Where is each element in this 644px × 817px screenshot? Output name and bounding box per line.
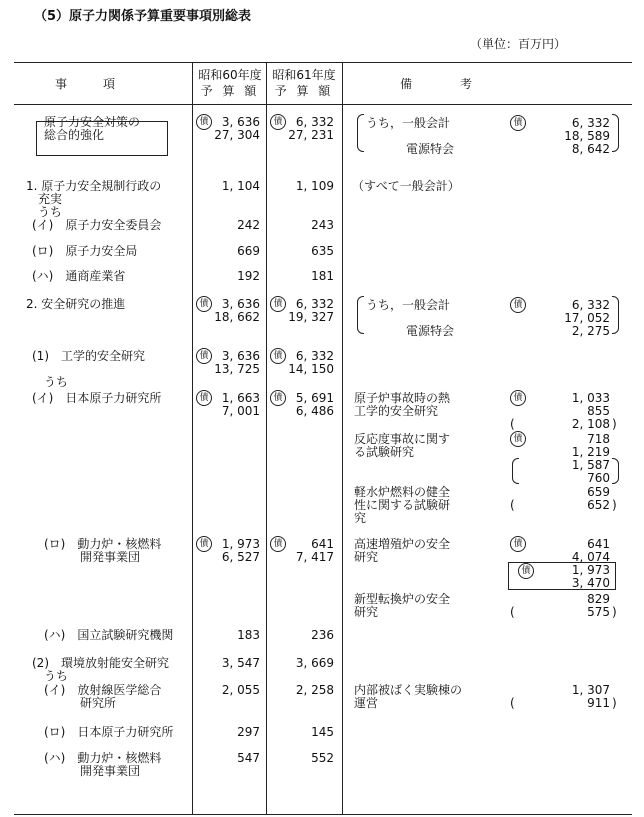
debt-mark-icon: 債 (270, 114, 286, 130)
note9-label-2: 運営 (354, 696, 379, 710)
row-label: 開発事業団 (44, 550, 141, 564)
fy60-value: 1, 663 (221, 391, 260, 405)
note6-label-2: 性に関する試験研 (354, 498, 451, 512)
note1-general-label: うち，一般会計 (366, 116, 451, 130)
paren-close-icon: ) (612, 417, 617, 431)
fy61-value: 6, 332 (295, 349, 334, 363)
fy61-value: 181 (311, 269, 334, 283)
note1-general-value: 18, 589 (564, 129, 610, 143)
paren-open-icon: ( (510, 696, 515, 710)
note3-power-value: 2, 275 (571, 324, 610, 338)
fy61-value: 243 (311, 218, 334, 232)
col-divider-1 (192, 62, 193, 814)
fy60-value: 242 (237, 218, 260, 232)
fy61-value: 1, 109 (295, 179, 334, 193)
debt-mark-icon: 債 (510, 297, 526, 313)
row-label: うち (26, 205, 63, 219)
row-label: (ハ) 国立試験研究機関 (44, 628, 174, 642)
fy60-value: 1, 104 (221, 179, 260, 193)
note7-label-2: 研究 (354, 550, 379, 564)
fy60-value: 7, 001 (221, 404, 260, 418)
fy61-value: 552 (311, 751, 334, 765)
note4-label-1: 原子炉事故時の熱 (354, 391, 451, 405)
fy61-value: 6, 332 (295, 115, 334, 129)
row-label: 原子力安全対策の (44, 115, 141, 129)
row-label: (ロ) 日本原子力研究所 (44, 725, 174, 739)
debt-mark-icon: 債 (196, 390, 212, 406)
page-title: （5）原子力関係予算重要事項別総表 (34, 9, 252, 24)
note3-power-label: 電源特会 (406, 324, 455, 338)
header-fy61-line2: 予 算 額 (274, 84, 334, 98)
debt-mark-icon: 債 (196, 296, 212, 312)
row-label: うち (32, 375, 69, 389)
fy60-value: 1, 973 (221, 537, 260, 551)
note6-label-1: 軽水炉燃料の健全 (354, 485, 451, 499)
fy60-value: 192 (237, 269, 260, 283)
header-fy60-line2: 予 算 額 (200, 84, 260, 98)
row-label: (2) 環境放射能安全研究 (32, 656, 169, 670)
note4-label-2: 工学的安全研究 (354, 404, 439, 418)
note6-label-3: 究 (354, 511, 367, 525)
note5-value-2: 1, 219 (571, 445, 610, 459)
paren-open-icon: ( (510, 417, 515, 431)
debt-mark-icon: 債 (270, 536, 286, 552)
row-label: 1. 原子力安全規制行政の (26, 179, 162, 193)
row-label: (1) 工学的安全研究 (32, 349, 145, 363)
note6-value-2: 652 (587, 498, 610, 512)
table-header-rule (14, 104, 632, 105)
note5-value-3: 1, 587 (571, 458, 610, 472)
paren-close-icon: ) (612, 696, 617, 710)
row-label: 研究所 (44, 696, 117, 710)
note1-power-label: 電源特会 (406, 142, 455, 156)
note4-value-2: 855 (587, 404, 610, 418)
row-label: うち (32, 669, 69, 683)
fy60-value: 297 (237, 725, 260, 739)
debt-mark-icon: 債 (270, 296, 286, 312)
row-label: (ハ) 動力炉・核燃料 (44, 751, 162, 765)
fy61-value: 6, 486 (295, 404, 334, 418)
note3-general-label: うち，一般会計 (366, 298, 451, 312)
header-fy60-line1: 昭和60年度 (198, 68, 262, 82)
note4-value-1: 1, 033 (571, 391, 610, 405)
row-label: (ロ) 原子力安全局 (32, 244, 138, 258)
debt-mark-icon: 債 (510, 390, 526, 406)
paren-close-icon: ) (612, 605, 617, 619)
note8-label-2: 研究 (354, 605, 379, 619)
note1-general-debt: 6, 332 (571, 116, 610, 130)
note4-value-3: 2, 108 (571, 417, 610, 431)
fy61-value: 27, 231 (288, 128, 334, 142)
note9-value-1: 1, 307 (571, 683, 610, 697)
note8-value-2: 575 (587, 605, 610, 619)
header-fy61-line1: 昭和61年度 (272, 68, 336, 82)
row-label: (イ) 日本原子力研究所 (32, 391, 162, 405)
fy61-value: 145 (311, 725, 334, 739)
brace-right-icon (612, 296, 619, 334)
note9-value-2: 911 (587, 696, 610, 710)
fy60-value: 3, 636 (221, 349, 260, 363)
fy60-value: 547 (237, 751, 260, 765)
fy61-value: 14, 150 (288, 362, 334, 376)
fy61-value: 2, 258 (295, 683, 334, 697)
paren-open-icon: ( (510, 605, 515, 619)
fy61-value: 641 (311, 537, 334, 551)
fy60-value: 18, 662 (214, 310, 260, 324)
brace-right-icon (612, 458, 619, 484)
table-top-rule (14, 62, 632, 63)
row-label: (イ) 原子力安全委員会 (32, 218, 162, 232)
row-label: 2. 安全研究の推進 (26, 297, 126, 311)
unit-label: （単位：百万円） (469, 37, 566, 51)
note9-label-1: 内部被ばく実験棟の (354, 683, 463, 697)
fy60-value: 3, 636 (221, 115, 260, 129)
note5-value-1: 718 (587, 432, 610, 446)
fy60-value: 2, 055 (221, 683, 260, 697)
fy61-value: 7, 417 (295, 550, 334, 564)
fy60-value: 3, 547 (221, 656, 260, 670)
fy60-value: 669 (237, 244, 260, 258)
fy61-value: 6, 332 (295, 297, 334, 311)
debt-mark-icon: 債 (510, 115, 526, 131)
fy61-value: 236 (311, 628, 334, 642)
note2-text: （すべて一般会計） (352, 179, 460, 193)
debt-mark-icon: 債 (270, 390, 286, 406)
note6-value-1: 659 (587, 485, 610, 499)
brace-left-icon (512, 458, 519, 484)
fy61-value: 635 (311, 244, 334, 258)
note5-label-2: る試験研究 (354, 445, 415, 459)
fy61-value: 3, 669 (295, 656, 334, 670)
row-label: 開発事業団 (44, 764, 141, 778)
paren-open-icon: ( (510, 498, 515, 512)
debt-mark-icon: 債 (510, 536, 526, 552)
debt-mark-icon: 債 (518, 563, 534, 579)
debt-mark-icon: 債 (270, 348, 286, 364)
note8-value-1: 829 (587, 592, 610, 606)
debt-mark-icon: 債 (196, 348, 212, 364)
fy60-value: 6, 527 (221, 550, 260, 564)
brace-left-icon (357, 114, 364, 152)
row-label: (イ) 放射線医学総合 (44, 683, 162, 697)
row-label: 充実 (26, 192, 63, 206)
row-label: (ハ) 通商産業省 (32, 269, 126, 283)
col-divider-2 (266, 62, 267, 814)
note7-value-1: 641 (587, 537, 610, 551)
row-label: (ロ) 動力炉・核燃料 (44, 537, 162, 551)
row-label: 総合的強化 (44, 128, 105, 142)
note5-label-1: 反応度事故に関す (354, 432, 451, 446)
fy60-value: 183 (237, 628, 260, 642)
note5-value-4: 760 (587, 471, 610, 485)
fy60-value: 27, 304 (214, 128, 260, 142)
debt-mark-icon: 債 (196, 536, 212, 552)
note3-general-value: 17, 052 (564, 311, 610, 325)
header-item: 事 項 (55, 77, 120, 91)
debt-mark-icon: 債 (196, 114, 212, 130)
note7-value-2: 4, 074 (571, 550, 610, 564)
col-divider-3 (342, 62, 343, 814)
brace-right-icon (612, 114, 619, 152)
table-bottom-rule (14, 814, 632, 815)
paren-close-icon: ) (612, 498, 617, 512)
note7-label-1: 高速増殖炉の安全 (354, 537, 451, 551)
fy60-value: 3, 636 (221, 297, 260, 311)
debt-mark-icon: 債 (510, 431, 526, 447)
note8-label-1: 新型転換炉の安全 (354, 592, 451, 606)
note3-general-debt: 6, 332 (571, 298, 610, 312)
note1-power-value: 8, 642 (571, 142, 610, 156)
brace-left-icon (357, 296, 364, 334)
highlight-box (36, 121, 168, 156)
header-note: 備 考 (400, 77, 473, 91)
note7-value-4: 3, 470 (571, 576, 610, 590)
note7-value-3: 1, 973 (571, 563, 610, 577)
fy61-value: 5, 691 (295, 391, 334, 405)
fy60-value: 13, 725 (214, 362, 260, 376)
fy61-value: 19, 327 (288, 310, 334, 324)
